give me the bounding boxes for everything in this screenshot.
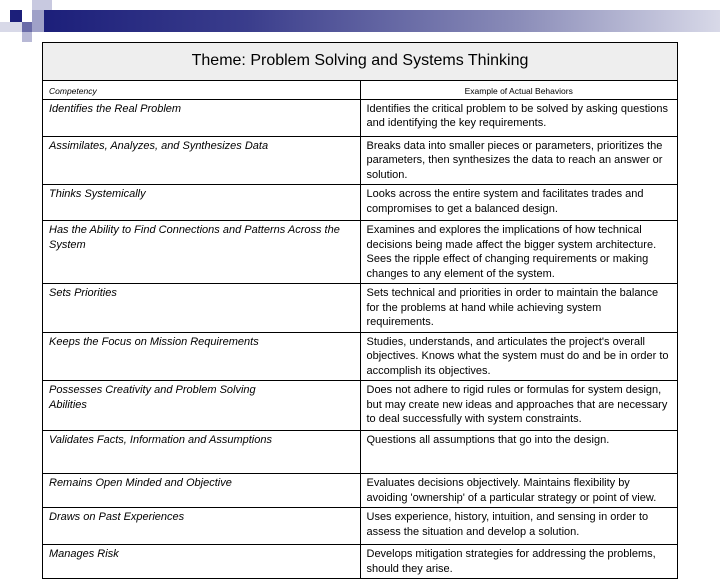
example-cell: Examines and explores the implications of how technical decisions being made affect the bigger system architecture. Sees the ripple effect of changing requirements or making changes to any element of the system. (360, 221, 678, 284)
table-row (43, 284, 678, 333)
competency-cell: Sets Priorities (43, 284, 361, 333)
decor-square (0, 22, 22, 32)
table-row (43, 221, 678, 284)
example-cell: Evaluates decisions objectively. Maintains flexibility by avoiding 'ownership' of a particular strategy or point of view. (360, 474, 678, 508)
table-row (43, 99, 678, 136)
table-row (43, 431, 678, 474)
competency-cell: Possesses Creativity and Problem Solving Abilities (43, 381, 361, 431)
example-cell: Breaks data into smaller pieces or parameters, prioritizes the parameters, then synthesizes the data to reach an answer or solution. (360, 136, 678, 185)
competency-cell: Identifies the Real Problem (43, 99, 361, 136)
table-row (43, 185, 678, 221)
example-cell: Identifies the critical problem to be solved by asking questions and identifying the key requirements. (360, 99, 678, 136)
table-row (43, 332, 678, 381)
competency-cell: Keeps the Focus on Mission Requirements (43, 332, 361, 381)
example-cell: Studies, understands, and articulates the project's overall objectives. Knows what the system must do and be in order to accomplish its objectives. (360, 332, 678, 381)
table-row (43, 136, 678, 185)
example-cell: Does not adhere to rigid rules or formulas for system design, but may create new ideas and approaches that are necessary to deal successfully with system constraints. (360, 381, 678, 431)
decor-square (32, 10, 44, 32)
table-row (43, 545, 678, 579)
column-header-competency: Competency (43, 81, 361, 100)
competency-cell: Thinks Systemically (43, 185, 361, 221)
competency-cell: Assimilates, Analyzes, and Synthesizes Data (43, 136, 361, 185)
decor-square (10, 10, 22, 22)
competency-cell: Has the Ability to Find Connections and Patterns Across the System (43, 221, 361, 284)
table-row (43, 381, 678, 431)
competency-table (42, 42, 678, 579)
competency-cell: Validates Facts, Information and Assumptions (43, 431, 361, 474)
table-row (43, 508, 678, 545)
decor-square (22, 22, 32, 32)
header-gradient-bar (44, 10, 720, 32)
example-cell: Looks across the entire system and facilitates trades and compromises to get a balanced design. (360, 185, 678, 221)
example-cell: Questions all assumptions that go into the design. (360, 431, 678, 474)
decor-square (22, 32, 32, 42)
decor-square (32, 0, 52, 10)
example-cell: Develops mitigation strategies for addressing the problems, should they arise. (360, 545, 678, 579)
example-cell: Uses experience, history, intuition, and sensing in order to assess the situation and develop a solution. (360, 508, 678, 545)
competency-cell: Remains Open Minded and Objective (43, 474, 361, 508)
table-row (43, 474, 678, 508)
competency-cell: Draws on Past Experiences (43, 508, 361, 545)
table-title: Theme: Problem Solving and Systems Thinking (43, 43, 678, 81)
example-cell: Sets technical and priorities in order to maintain the balance for the problems at hand while achieving system requirements. (360, 284, 678, 333)
competency-cell: Manages Risk (43, 545, 361, 579)
column-header-example: Example of Actual Behaviors (360, 81, 678, 100)
